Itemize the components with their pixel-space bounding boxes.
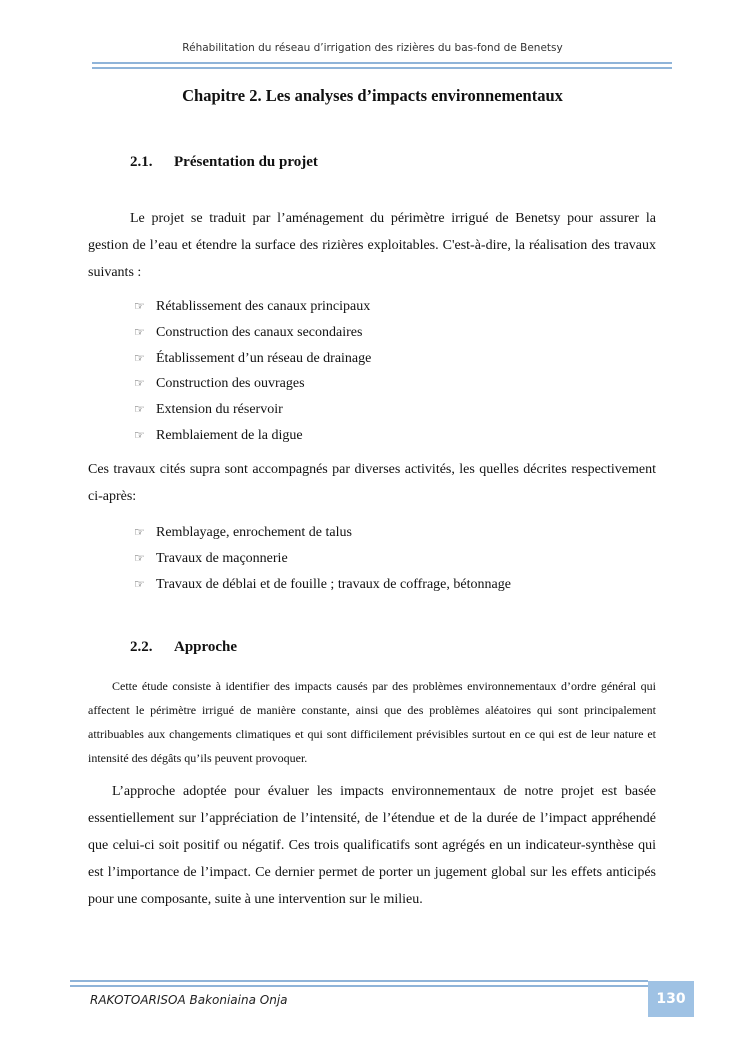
section-heading-2-2 [130, 639, 237, 656]
header-rule-bottom [92, 67, 672, 69]
section1-intro-paragraph: Le projet se traduit par l’aménagement du périmètre irrigué de Benetsy pour assurer la gestion de l’eau et étendre la surface des rizières exploitables. C'est-à-dire, la réalisation des travaux suivants : [88, 211, 656, 280]
pointing-hand-icon: ☞ [134, 427, 145, 442]
works-list [134, 294, 371, 449]
section-heading-2-1 [130, 154, 318, 171]
chapter-title: Chapitre 2. Les analyses d’impacts environnementaux [182, 86, 563, 105]
section-number: 2.2. [130, 639, 153, 655]
section1-transition-paragraph: Ces travaux cités supra sont accompagnés par diverses activités, les quelles décrites respectivement ci-après: [88, 462, 656, 504]
list-item: ☞ Établissement d’un réseau de drainage [134, 346, 371, 372]
header-rule-top [92, 62, 672, 64]
list-item: ☞ Extension du réservoir [134, 397, 371, 423]
pointing-hand-icon: ☞ [134, 350, 145, 365]
section2-paragraph-1: Cette étude consiste à identifier des impacts causés par des problèmes environnementaux d’ordre général qui affectent le périmètre irrigué de manière constante, ainsi que des problèmes aléatoires qui sont principalement attribuables aux changements climatiques et qui sont difficilement prévisibles surtout en ce qui est de leur nature et intensité des dégâts qu’ils peuvent provoquer. [88, 679, 656, 765]
pointing-hand-icon: ☞ [134, 299, 145, 313]
section2-paragraph-2: L’approche adoptée pour évaluer les impacts environnementaux de notre projet est basée essentiellement sur l’appréciation de l’intensité, de l’étendue et de la durée de l’impact appréhendé que celui-ci soit positif ou négatif. Ces trois qualificatifs sont agrégés en un indicateur-synthèse qui est l’importance de l’impact. Ce dernier permet de porter un jugement global sur les effets anticipés pour une composante, suite à une intervention sur le milieu. [88, 784, 656, 907]
pointing-hand-icon: ☞ [134, 376, 145, 391]
list-item: ☞ Travaux de déblai et de fouille ; travaux de coffrage, bétonnage [134, 572, 511, 598]
pointing-hand-icon: ☞ [134, 525, 145, 539]
page-number-badge: 130 [648, 981, 694, 1017]
pointing-hand-icon: ☞ [134, 576, 145, 591]
list-item: ☞ Remblaiement de la digue [134, 423, 371, 449]
list-item: ☞ Travaux de maçonnerie [134, 546, 511, 572]
footer-rule-bottom [70, 985, 648, 987]
section-title: Approche [174, 639, 238, 655]
footer-rule-top [70, 980, 648, 982]
section-title: Présentation du projet [174, 154, 318, 170]
activities-list [134, 520, 511, 597]
pointing-hand-icon: ☞ [134, 402, 145, 417]
pointing-hand-icon: ☞ [134, 324, 145, 339]
list-item: ☞ Construction des canaux secondaires [134, 320, 371, 346]
running-header: Réhabilitation du réseau d’irrigation des rizières du bas-fond de Benetsy [182, 42, 563, 54]
footer-author: RAKOTOARISOA Bakoniaina Onja [90, 993, 288, 1007]
list-item: ☞ Remblayage, enrochement de talus [134, 520, 511, 546]
list-item: ☞ Rétablissement des canaux principaux [134, 294, 371, 320]
pointing-hand-icon: ☞ [134, 550, 145, 565]
section-number: 2.1. [130, 154, 153, 170]
list-item: ☞ Construction des ouvrages [134, 371, 371, 397]
